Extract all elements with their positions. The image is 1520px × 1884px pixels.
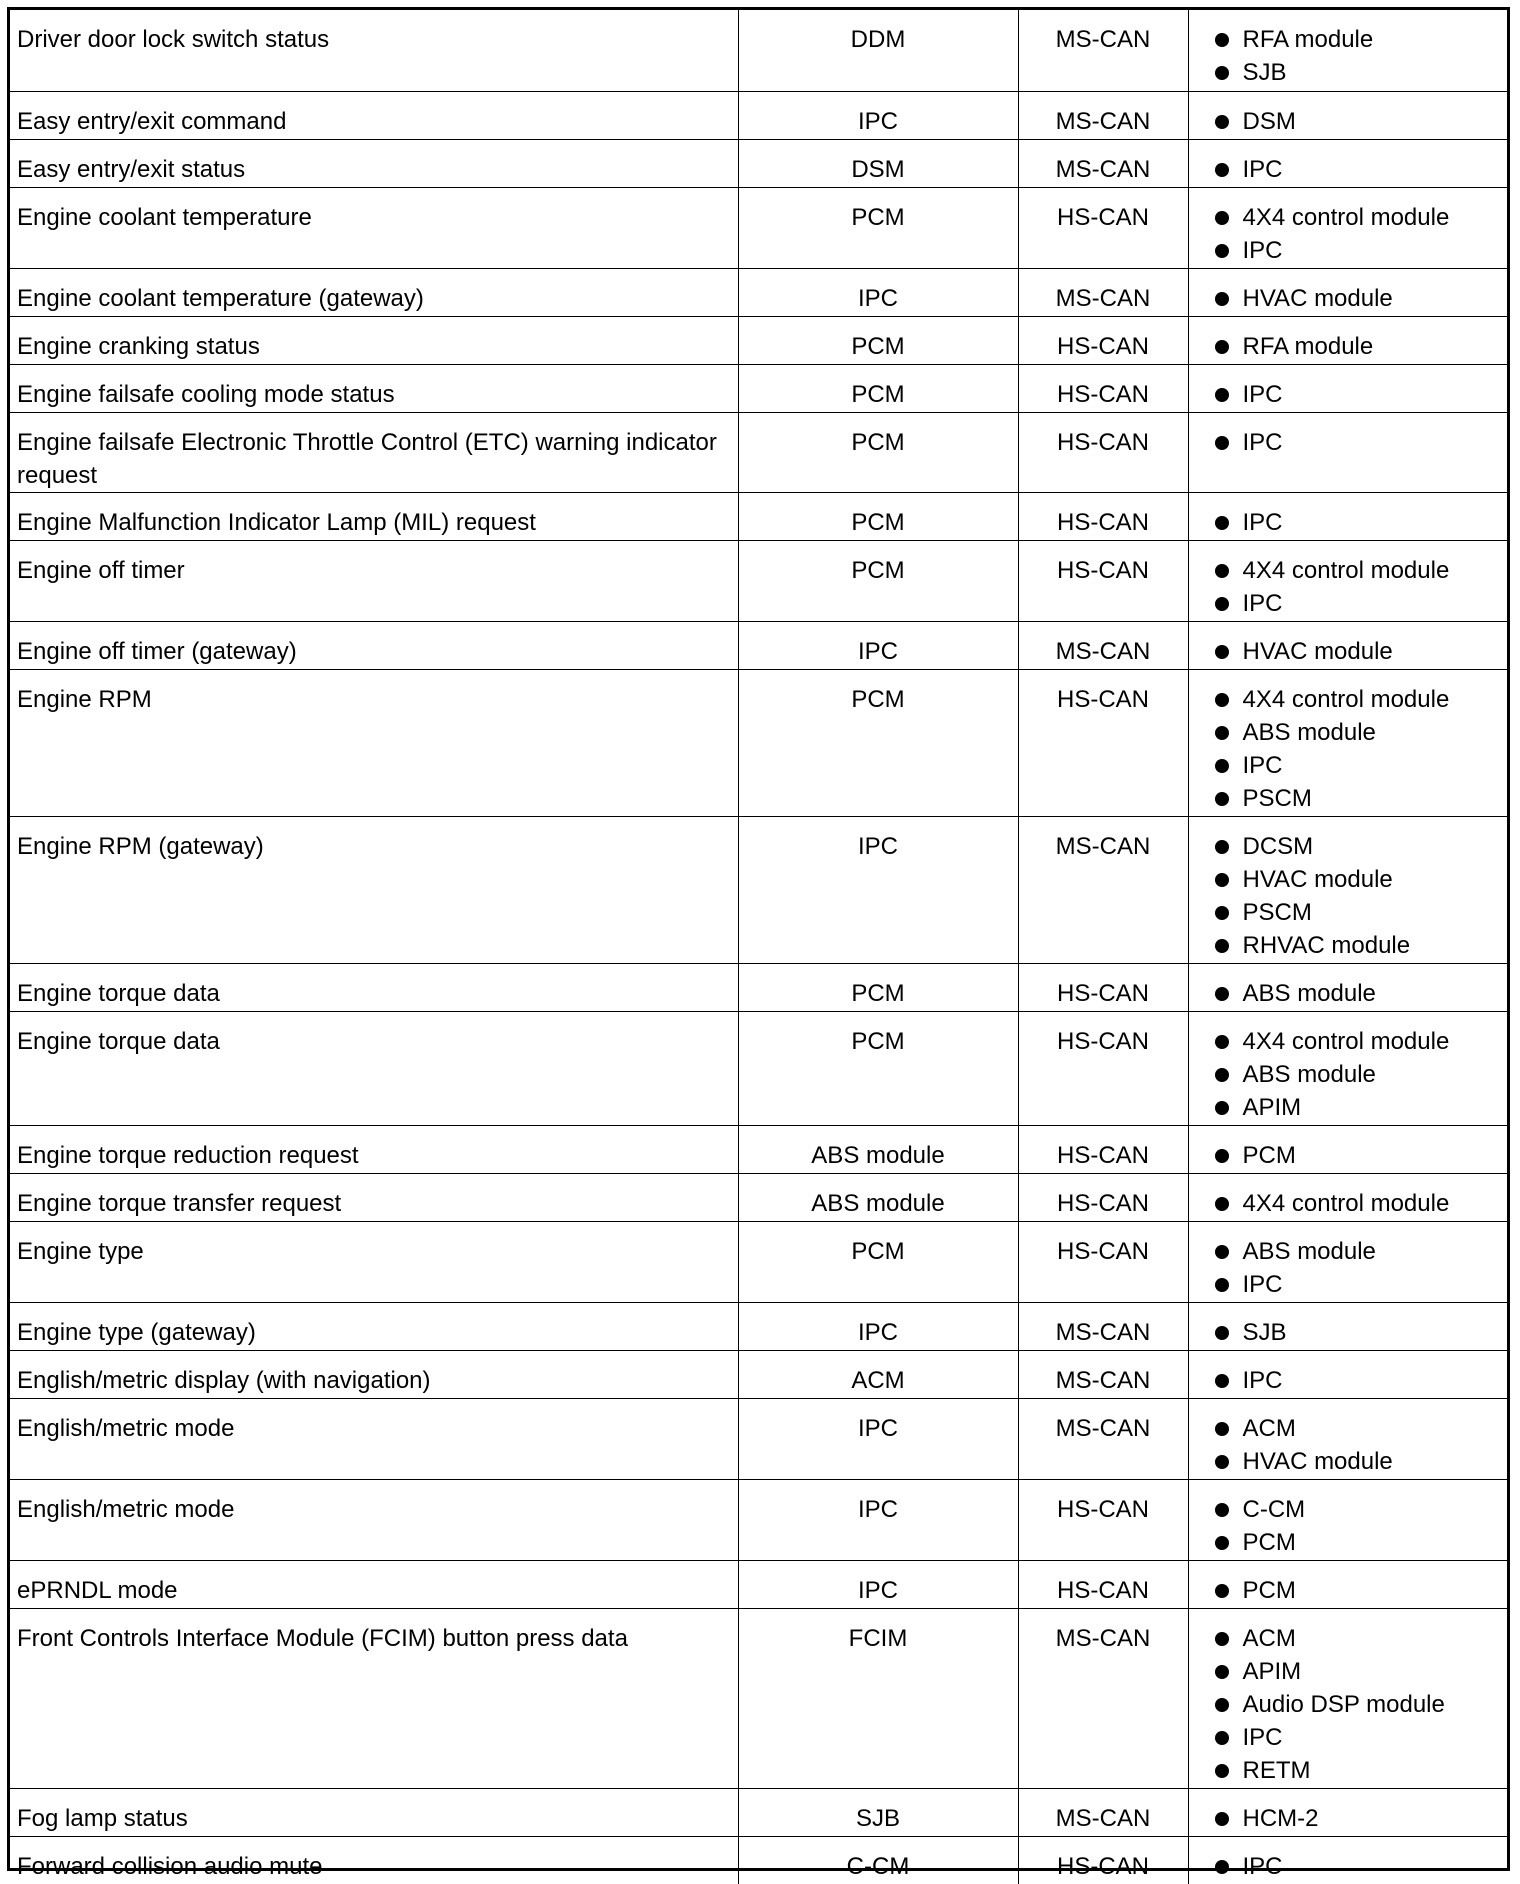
receivers-cell <box>1188 1011 1507 1125</box>
receiver-label: IPC <box>1242 428 1283 456</box>
receivers-cell <box>1188 1350 1507 1398</box>
receiver-item <box>1215 1721 1501 1754</box>
receiver-list <box>1215 1316 1501 1349</box>
network-cell: HS-CAN <box>1018 1560 1188 1608</box>
receiver-item <box>1215 929 1501 962</box>
receiver-label: IPC <box>1242 236 1283 264</box>
receiver-label: IPC <box>1242 380 1283 408</box>
receiver-list <box>1215 426 1501 459</box>
table-row <box>10 139 1507 187</box>
bullet-icon <box>1215 516 1229 530</box>
bullet-icon <box>1215 1731 1229 1745</box>
network-cell: MS-CAN <box>1018 268 1188 316</box>
network-cell: MS-CAN <box>1018 91 1188 139</box>
message-cell: English/metric mode <box>10 1398 738 1479</box>
bullet-icon <box>1215 66 1229 80</box>
receiver-item <box>1215 330 1501 363</box>
receivers-cell <box>1188 540 1507 621</box>
source-module-cell: IPC <box>738 1398 1018 1479</box>
bullet-icon <box>1215 1860 1229 1874</box>
receivers-cell <box>1188 139 1507 187</box>
receiver-item <box>1215 282 1501 315</box>
receiver-label: PCM <box>1242 1576 1296 1604</box>
table-row <box>10 1125 1507 1173</box>
receiver-item <box>1215 506 1501 539</box>
bullet-icon <box>1215 244 1229 258</box>
receiver-list <box>1215 330 1501 363</box>
receiver-list <box>1215 506 1501 539</box>
message-cell: Engine coolant temperature <box>10 187 738 268</box>
receivers-cell <box>1188 492 1507 540</box>
bullet-icon <box>1215 388 1229 402</box>
table-row <box>10 316 1507 364</box>
receivers-cell <box>1188 816 1507 963</box>
receiver-item <box>1215 1091 1501 1124</box>
receiver-label: PCM <box>1242 1141 1296 1169</box>
receiver-item <box>1215 830 1501 863</box>
receivers-cell <box>1188 1173 1507 1221</box>
bullet-icon <box>1215 759 1229 773</box>
receiver-item <box>1215 554 1501 587</box>
receiver-list <box>1215 282 1501 315</box>
receiver-list <box>1215 830 1501 962</box>
network-cell: HS-CAN <box>1018 1125 1188 1173</box>
receiver-item <box>1215 1688 1501 1721</box>
receiver-label: IPC <box>1242 1366 1283 1394</box>
receiver-item <box>1215 1268 1501 1301</box>
bullet-icon <box>1215 726 1229 740</box>
source-module-cell: IPC <box>738 91 1018 139</box>
receiver-list <box>1215 1025 1501 1124</box>
bullet-icon <box>1215 906 1229 920</box>
message-cell: Fog lamp status <box>10 1788 738 1836</box>
source-module-cell: IPC <box>738 1479 1018 1560</box>
receiver-label: Audio DSP module <box>1242 1690 1445 1718</box>
bullet-icon <box>1215 1278 1229 1292</box>
receiver-item <box>1215 1139 1501 1172</box>
source-module-cell: ABS module <box>738 1173 1018 1221</box>
receivers-cell <box>1188 1479 1507 1560</box>
receiver-list <box>1215 1139 1501 1172</box>
network-cell: HS-CAN <box>1018 1479 1188 1560</box>
receiver-list <box>1215 635 1501 668</box>
table-row <box>10 816 1507 963</box>
receiver-item <box>1215 426 1501 459</box>
receivers-cell <box>1188 1836 1507 1884</box>
receiver-label: APIM <box>1242 1657 1302 1685</box>
source-module-cell: ACM <box>738 1350 1018 1398</box>
receiver-item <box>1215 1235 1501 1268</box>
source-module-cell: IPC <box>738 1302 1018 1350</box>
network-cell: HS-CAN <box>1018 364 1188 412</box>
receiver-label: DSM <box>1242 107 1296 135</box>
receiver-label: RFA module <box>1242 332 1374 360</box>
receiver-item <box>1215 1187 1501 1220</box>
receiver-item <box>1215 1655 1501 1688</box>
receivers-cell <box>1188 1560 1507 1608</box>
source-module-cell: PCM <box>738 492 1018 540</box>
receiver-item <box>1215 782 1501 815</box>
receiver-label: HVAC module <box>1242 865 1393 893</box>
receivers-cell <box>1188 669 1507 816</box>
network-cell: MS-CAN <box>1018 621 1188 669</box>
message-cell: Engine type <box>10 1221 738 1302</box>
network-cell: MS-CAN <box>1018 1788 1188 1836</box>
bullet-icon <box>1215 1698 1229 1712</box>
bullet-icon <box>1215 597 1229 611</box>
receiver-list <box>1215 153 1501 186</box>
receivers-cell <box>1188 1608 1507 1788</box>
bullet-icon <box>1215 1374 1229 1388</box>
receiver-item <box>1215 1526 1501 1559</box>
source-module-cell: DDM <box>738 10 1018 91</box>
network-cell: HS-CAN <box>1018 1221 1188 1302</box>
table-row <box>10 412 1507 492</box>
receiver-label: PSCM <box>1242 898 1312 926</box>
receivers-cell <box>1188 91 1507 139</box>
receiver-item <box>1215 863 1501 896</box>
table-row <box>10 621 1507 669</box>
receivers-cell <box>1188 1221 1507 1302</box>
receivers-cell <box>1188 1302 1507 1350</box>
receiver-label: IPC <box>1242 1270 1283 1298</box>
receiver-item <box>1215 201 1501 234</box>
table-row <box>10 1788 1507 1836</box>
receiver-label: IPC <box>1242 1852 1283 1880</box>
bullet-icon <box>1215 1422 1229 1436</box>
receiver-item <box>1215 378 1501 411</box>
receiver-list <box>1215 23 1501 89</box>
receiver-label: IPC <box>1242 155 1283 183</box>
table-row <box>10 268 1507 316</box>
message-cell: English/metric display (with navigation) <box>10 1350 738 1398</box>
receiver-list <box>1215 1493 1501 1559</box>
bullet-icon <box>1215 1764 1229 1778</box>
table-row <box>10 364 1507 412</box>
receiver-label: HCM-2 <box>1242 1804 1319 1832</box>
table-row <box>10 1398 1507 1479</box>
source-module-cell: PCM <box>738 316 1018 364</box>
receiver-list <box>1215 1622 1501 1787</box>
network-cell: HS-CAN <box>1018 1011 1188 1125</box>
receivers-cell <box>1188 1788 1507 1836</box>
table-row <box>10 492 1507 540</box>
bullet-icon <box>1215 1326 1229 1340</box>
table-row <box>10 669 1507 816</box>
source-module-cell: C-CM <box>738 1836 1018 1884</box>
table-row <box>10 1173 1507 1221</box>
receivers-cell <box>1188 10 1507 91</box>
receiver-item <box>1215 23 1501 56</box>
network-message-table <box>10 10 1507 1884</box>
receiver-label: RETM <box>1242 1756 1311 1784</box>
table-row <box>10 1011 1507 1125</box>
message-cell: Engine torque data <box>10 1011 738 1125</box>
bullet-icon <box>1215 840 1229 854</box>
receiver-label: ABS module <box>1242 718 1376 746</box>
network-cell: MS-CAN <box>1018 1350 1188 1398</box>
receiver-item <box>1215 1802 1501 1835</box>
receivers-cell <box>1188 187 1507 268</box>
receiver-label: APIM <box>1242 1093 1302 1121</box>
bullet-icon <box>1215 564 1229 578</box>
receiver-list <box>1215 105 1501 138</box>
bullet-icon <box>1215 693 1229 707</box>
bullet-icon <box>1215 211 1229 225</box>
receiver-label: HVAC module <box>1242 1447 1393 1475</box>
receiver-label: 4X4 control module <box>1242 685 1450 713</box>
table-row <box>10 1221 1507 1302</box>
receiver-label: DCSM <box>1242 832 1314 860</box>
receivers-cell <box>1188 1125 1507 1173</box>
message-cell: Forward collision audio mute <box>10 1836 738 1884</box>
bullet-icon <box>1215 1101 1229 1115</box>
network-cell: MS-CAN <box>1018 10 1188 91</box>
receivers-cell <box>1188 963 1507 1011</box>
receiver-item <box>1215 683 1501 716</box>
receiver-item <box>1215 716 1501 749</box>
network-cell: MS-CAN <box>1018 1608 1188 1788</box>
receiver-label: 4X4 control module <box>1242 556 1450 584</box>
receiver-list <box>1215 554 1501 620</box>
receivers-cell <box>1188 316 1507 364</box>
source-module-cell: FCIM <box>738 1608 1018 1788</box>
bullet-icon <box>1215 1632 1229 1646</box>
receivers-cell <box>1188 621 1507 669</box>
source-module-cell: PCM <box>738 669 1018 816</box>
bullet-icon <box>1215 792 1229 806</box>
receiver-item <box>1215 1364 1501 1397</box>
source-module-cell: IPC <box>738 816 1018 963</box>
source-module-cell: ABS module <box>738 1125 1018 1173</box>
table-body <box>10 10 1507 1884</box>
bullet-icon <box>1215 1245 1229 1259</box>
table-row <box>10 1608 1507 1788</box>
receiver-label: IPC <box>1242 589 1283 617</box>
source-module-cell: IPC <box>738 268 1018 316</box>
source-module-cell: PCM <box>738 540 1018 621</box>
table-row <box>10 1479 1507 1560</box>
receiver-item <box>1215 749 1501 782</box>
bullet-icon <box>1215 436 1229 450</box>
receiver-label: SJB <box>1242 59 1287 86</box>
bullet-icon <box>1215 1812 1229 1826</box>
receiver-item <box>1215 56 1501 89</box>
receiver-label: HVAC module <box>1242 284 1393 312</box>
source-module-cell: PCM <box>738 963 1018 1011</box>
source-module-cell: SJB <box>738 1788 1018 1836</box>
receiver-label: RFA module <box>1242 26 1374 53</box>
message-cell: Engine Malfunction Indicator Lamp (MIL) request <box>10 492 738 540</box>
bullet-icon <box>1215 115 1229 129</box>
receiver-label: ABS module <box>1242 1060 1376 1088</box>
receiver-list <box>1215 1364 1501 1397</box>
receiver-list <box>1215 1235 1501 1301</box>
receiver-item <box>1215 1316 1501 1349</box>
table-row <box>10 963 1507 1011</box>
message-cell: English/metric mode <box>10 1479 738 1560</box>
receiver-label: 4X4 control module <box>1242 1027 1450 1055</box>
message-cell: Engine torque transfer request <box>10 1173 738 1221</box>
receiver-list <box>1215 1412 1501 1478</box>
receiver-list <box>1215 1187 1501 1220</box>
receiver-label: IPC <box>1242 1723 1283 1751</box>
bullet-icon <box>1215 1503 1229 1517</box>
table-row <box>10 540 1507 621</box>
table-row <box>10 1350 1507 1398</box>
network-cell: MS-CAN <box>1018 1302 1188 1350</box>
receiver-item <box>1215 105 1501 138</box>
network-cell: MS-CAN <box>1018 1398 1188 1479</box>
receiver-item <box>1215 153 1501 186</box>
receiver-item <box>1215 1622 1501 1655</box>
receiver-label: ACM <box>1242 1624 1296 1652</box>
receiver-list <box>1215 378 1501 411</box>
bullet-icon <box>1215 1197 1229 1211</box>
network-cell: HS-CAN <box>1018 1173 1188 1221</box>
message-cell: Engine failsafe cooling mode status <box>10 364 738 412</box>
bullet-icon <box>1215 873 1229 887</box>
receiver-label: 4X4 control module <box>1242 203 1450 231</box>
bullet-icon <box>1215 1035 1229 1049</box>
bullet-icon <box>1215 1584 1229 1598</box>
network-cell: HS-CAN <box>1018 1836 1188 1884</box>
receiver-list <box>1215 1574 1501 1607</box>
receiver-item <box>1215 1412 1501 1445</box>
bullet-icon <box>1215 645 1229 659</box>
receiver-label: PSCM <box>1242 784 1312 812</box>
message-cell: Engine RPM <box>10 669 738 816</box>
source-module-cell: PCM <box>738 364 1018 412</box>
bullet-icon <box>1215 1068 1229 1082</box>
receiver-item <box>1215 1754 1501 1787</box>
network-cell: HS-CAN <box>1018 316 1188 364</box>
bullet-icon <box>1215 1149 1229 1163</box>
receiver-item <box>1215 977 1501 1010</box>
bullet-icon <box>1215 1455 1229 1469</box>
source-module-cell: DSM <box>738 139 1018 187</box>
message-cell: Engine coolant temperature (gateway) <box>10 268 738 316</box>
message-cell: Engine failsafe Electronic Throttle Control (ETC) warning indicator request <box>10 412 738 492</box>
message-cell: Engine off timer (gateway) <box>10 621 738 669</box>
source-module-cell: IPC <box>738 621 1018 669</box>
bullet-icon <box>1215 1536 1229 1550</box>
network-cell: HS-CAN <box>1018 492 1188 540</box>
message-cell: Engine type (gateway) <box>10 1302 738 1350</box>
receiver-item <box>1215 896 1501 929</box>
receiver-label: ABS module <box>1242 1237 1376 1265</box>
message-cell: Driver door lock switch status <box>10 10 738 91</box>
source-module-cell: PCM <box>738 412 1018 492</box>
source-module-cell: PCM <box>738 187 1018 268</box>
receiver-item <box>1215 1445 1501 1478</box>
receiver-list <box>1215 683 1501 815</box>
receiver-item <box>1215 1058 1501 1091</box>
receiver-item <box>1215 635 1501 668</box>
network-cell: MS-CAN <box>1018 816 1188 963</box>
receiver-label: 4X4 control module <box>1242 1189 1450 1217</box>
receiver-label: SJB <box>1242 1318 1287 1346</box>
network-cell: HS-CAN <box>1018 669 1188 816</box>
source-module-cell: PCM <box>738 1221 1018 1302</box>
bullet-icon <box>1215 987 1229 1001</box>
table-row <box>10 187 1507 268</box>
table-row <box>10 1302 1507 1350</box>
table-row <box>10 1836 1507 1884</box>
message-cell: Engine torque data <box>10 963 738 1011</box>
bullet-icon <box>1215 292 1229 306</box>
message-cell: Engine torque reduction request <box>10 1125 738 1173</box>
receiver-label: RHVAC module <box>1242 931 1411 959</box>
network-cell: MS-CAN <box>1018 139 1188 187</box>
receiver-list <box>1215 1802 1501 1835</box>
receiver-label: ACM <box>1242 1414 1296 1442</box>
network-message-table-frame <box>7 7 1510 1880</box>
bullet-icon <box>1215 939 1229 953</box>
message-cell: Engine off timer <box>10 540 738 621</box>
receiver-label: ABS module <box>1242 979 1376 1007</box>
source-module-cell: PCM <box>738 1011 1018 1125</box>
receivers-cell <box>1188 1398 1507 1479</box>
table-row <box>10 10 1507 91</box>
bullet-icon <box>1215 340 1229 354</box>
message-cell: Easy entry/exit status <box>10 139 738 187</box>
receiver-label: C-CM <box>1242 1495 1306 1523</box>
table-row <box>10 91 1507 139</box>
network-cell: HS-CAN <box>1018 187 1188 268</box>
receivers-cell <box>1188 412 1507 492</box>
receiver-list <box>1215 201 1501 267</box>
bullet-icon <box>1215 1665 1229 1679</box>
receiver-label: HVAC module <box>1242 637 1393 665</box>
receiver-item <box>1215 1025 1501 1058</box>
receiver-item <box>1215 587 1501 620</box>
network-cell: HS-CAN <box>1018 963 1188 1011</box>
receiver-item <box>1215 1493 1501 1526</box>
table-row <box>10 1560 1507 1608</box>
receiver-label: IPC <box>1242 508 1283 536</box>
message-cell: Engine RPM (gateway) <box>10 816 738 963</box>
receiver-list <box>1215 977 1501 1010</box>
receiver-label: PCM <box>1242 1528 1296 1556</box>
receivers-cell <box>1188 268 1507 316</box>
message-cell: ePRNDL mode <box>10 1560 738 1608</box>
message-cell: Engine cranking status <box>10 316 738 364</box>
network-cell: HS-CAN <box>1018 540 1188 621</box>
receivers-cell <box>1188 364 1507 412</box>
message-cell: Easy entry/exit command <box>10 91 738 139</box>
message-cell: Front Controls Interface Module (FCIM) button press data <box>10 1608 738 1788</box>
receiver-label: IPC <box>1242 751 1283 779</box>
bullet-icon <box>1215 163 1229 177</box>
receiver-item <box>1215 1574 1501 1607</box>
bullet-icon <box>1215 33 1229 47</box>
network-cell: HS-CAN <box>1018 412 1188 492</box>
receiver-item <box>1215 234 1501 267</box>
source-module-cell: IPC <box>738 1560 1018 1608</box>
